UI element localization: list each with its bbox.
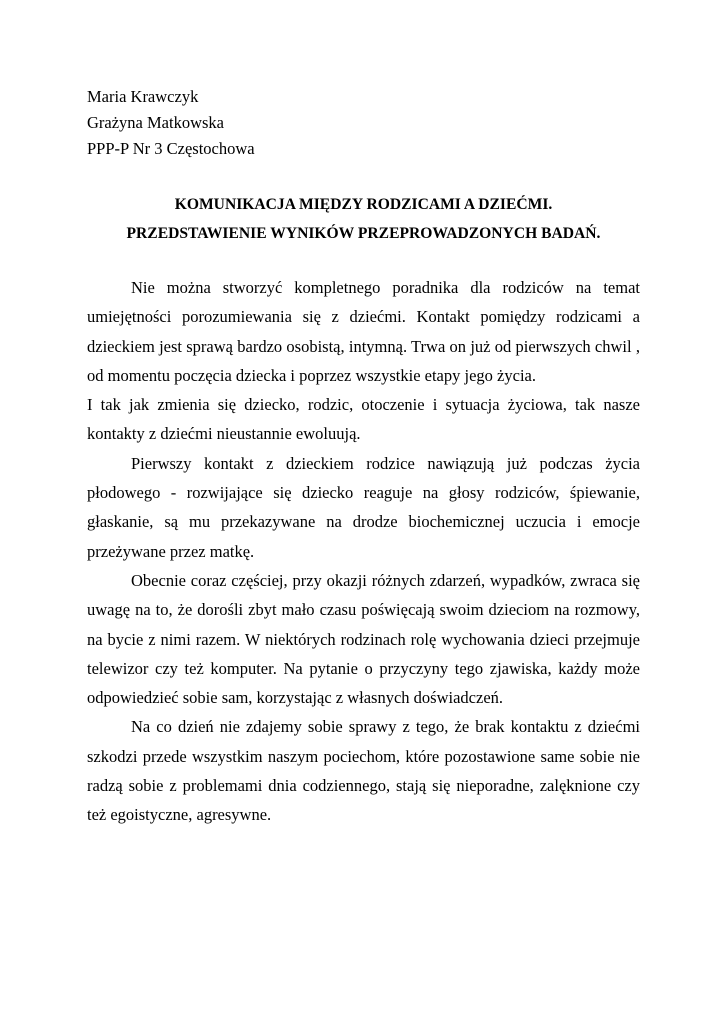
paragraph-4: Obecnie coraz częściej, przy okazji różnych zdarzeń, wypadków, zwraca się uwagę na to, że dorośli zbyt mało czasu poświęcają swoim dzieciom na rozmowy, na bycie z nimi razem. W niektórych rodzinach rolę wychowania dzieci przejmuje telewizor czy też komputer. Na pytanie o przyczyny tego zjawiska, każdy może odpowiedzieć sobie sam, korzystając z własnych doświadczeń. [87,570,640,708]
paragraph-3: Pierwszy kontakt z dzieckiem rodzice nawiązują już podczas życia płodowego - rozwijające się dziecko reaguje na głosy rodziców, śpiewanie, głaskanie, są mu przekazywane na drodze biochemicznej uczucia i emocje przeżywane przez matkę. [87,453,640,561]
author-name-1: Maria Krawczyk [87,87,199,106]
document-title [87,190,640,248]
paragraph-5: Na co dzień nie zdajemy sobie sprawy z tego, że brak kontaktu z dziećmi szkodzi przede wszystkim naszym pociechom, które pozostawione same sobie nie radzą sobie z problemami dnia codziennego, stają się nieporadne, zalęknione czy też egoistyczne, agresywne. [87,717,640,825]
paragraph-2: I tak jak zmienia się dziecko, rodzic, otoczenie i sytuacja życiowa, tak nasze kontakty z dziećmi nieustannie ewoluują. [87,395,640,444]
title-line-1: KOMUNIKACJA MIĘDZY RODZICAMI A DZIEĆMI. [174,196,553,213]
title-line-2: PRZEDSTAWIENIE WYNIKÓW PRZEPROWADZONYCH BADAŃ. [126,225,601,242]
author-name-2: Grażyna Matkowska [87,113,224,132]
paragraph-1: Nie można stworzyć kompletnego poradnika dla rodziców na temat umiejętności porozumiewania się z dziećmi. Kontakt pomiędzy rodzicami a dzieckiem jest sprawą bardzo osobistą, intymną. Trwa on już od pierwszych chwil , od momentu poczęcia dziecka i poprzez wszystkie etapy jego życia. [87,278,640,385]
document-page [87,84,640,830]
author-institution: PPP-P Nr 3 Częstochowa [87,139,255,158]
body-text [87,273,640,830]
author-block [87,84,640,162]
